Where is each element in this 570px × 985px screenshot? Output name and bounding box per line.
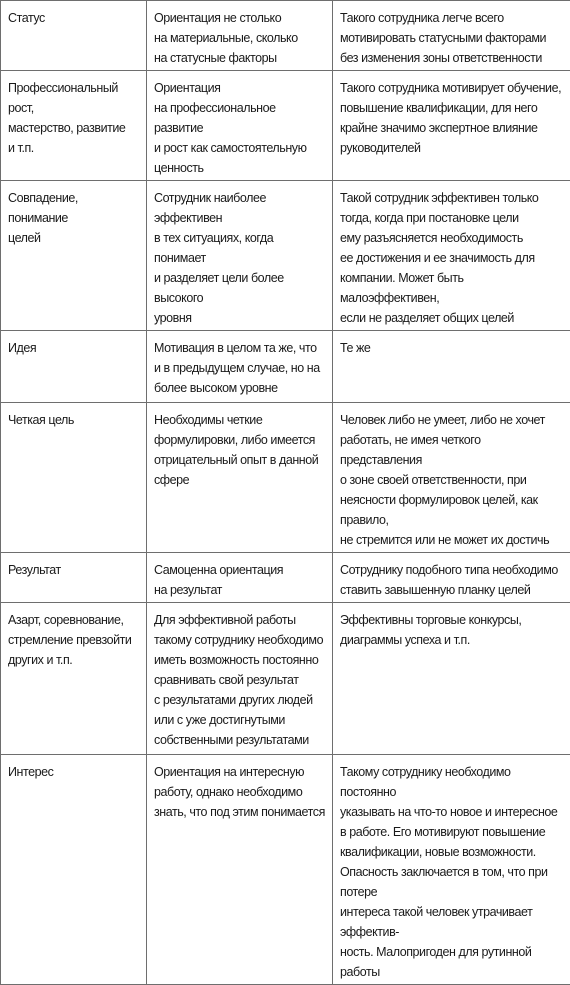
- table-row: [1, 755, 570, 985]
- comment-text: Такому сотруднику необходимо постоянно указывать на что-то новое и интересное в работе. Его мотивируют повышение квалификации, новые возможности. Опасность заключается в том, что при потере интереса такой человек утрачивает эффектив- ность. Малопригоден для рутинной работы: [340, 762, 564, 982]
- table-row: [1, 71, 570, 181]
- table-row: [1, 603, 570, 755]
- comment-cell: [333, 403, 570, 553]
- orientation-text: Самоценна ориентация на результат: [154, 560, 326, 600]
- orientation-cell: [147, 403, 333, 553]
- comment-cell: [333, 755, 570, 985]
- comment-cell: [333, 331, 570, 403]
- comment-cell: [333, 553, 570, 603]
- orientation-text: Мотивация в целом та же, что и в предыдущем случае, но на более высоком уровне: [154, 338, 326, 398]
- comment-cell: [333, 181, 570, 331]
- factor-text: Статус: [8, 8, 140, 28]
- comment-cell: [333, 1, 570, 71]
- factor-cell: [1, 331, 147, 403]
- orientation-cell: [147, 1, 333, 71]
- orientation-cell: [147, 603, 333, 755]
- table-row: [1, 403, 570, 553]
- factor-cell: [1, 1, 147, 71]
- comment-text: Такой сотрудник эффективен только тогда, когда при постановке цели ему разъясняется необходимость ее достижения и ее значимость для компании. Может быть малоэффективен, если не разделяет общих целей: [340, 188, 564, 328]
- factor-cell: [1, 553, 147, 603]
- comment-cell: [333, 71, 570, 181]
- comment-text: Сотруднику подобного типа необходимо ставить завышенную планку целей: [340, 560, 564, 600]
- orientation-text: Необходимы четкие формулировки, либо имеется отрицательный опыт в данной сфере: [154, 410, 326, 490]
- orientation-text: Для эффективной работы такому сотруднику необходимо иметь возможность постоянно сравнивать свой результат с результатами других людей или с уже достигнутыми собственными результатами: [154, 610, 326, 750]
- orientation-cell: [147, 71, 333, 181]
- table-row: [1, 331, 570, 403]
- table-row: [1, 1, 570, 71]
- orientation-cell: [147, 553, 333, 603]
- orientation-text: Ориентация на интересную работу, однако необходимо знать, что под этим понимается: [154, 762, 326, 822]
- factor-text: Профессиональный рост, мастерство, развитие и т.п.: [8, 78, 140, 158]
- comment-text: Те же: [340, 338, 564, 358]
- factor-text: Четкая цель: [8, 410, 140, 430]
- comment-text: Такого сотрудника легче всего мотивировать статусными факторами без изменения зоны ответственности: [340, 8, 564, 68]
- factor-text: Интерес: [8, 762, 140, 782]
- table-row: [1, 553, 570, 603]
- table-row: [1, 181, 570, 331]
- orientation-cell: [147, 181, 333, 331]
- factor-cell: [1, 755, 147, 985]
- comment-cell: [333, 603, 570, 755]
- factor-text: Идея: [8, 338, 140, 358]
- comment-text: Такого сотрудника мотивирует обучение, повышение квалификации, для него крайне значимо экспертное влияние руководителей: [340, 78, 564, 158]
- factor-cell: [1, 181, 147, 331]
- orientation-text: Сотрудник наиболее эффективен в тех ситуациях, когда понимает и разделяет цели более высокого уровня: [154, 188, 326, 328]
- orientation-cell: [147, 331, 333, 403]
- comment-text: Человек либо не умеет, либо не хочет работать, не имея четкого представления о зоне своей ответственности, при неясности формулировок целей, как правило, не стремится или не может их достичь: [340, 410, 564, 550]
- orientation-text: Ориентация не столько на материальные, сколько на статусные факторы: [154, 8, 326, 68]
- factor-text: Результат: [8, 560, 140, 580]
- orientation-text: Ориентация на профессиональное развитие и рост как самостоятельную ценность: [154, 78, 326, 178]
- factor-text: Совпадение, понимание целей: [8, 188, 140, 248]
- orientation-cell: [147, 755, 333, 985]
- factor-cell: [1, 71, 147, 181]
- factor-cell: [1, 603, 147, 755]
- factor-text: Азарт, соревнование, стремление превзойти других и т.п.: [8, 610, 140, 670]
- comment-text: Эффективны торговые конкурсы, диаграммы успеха и т.п.: [340, 610, 564, 650]
- factor-cell: [1, 403, 147, 553]
